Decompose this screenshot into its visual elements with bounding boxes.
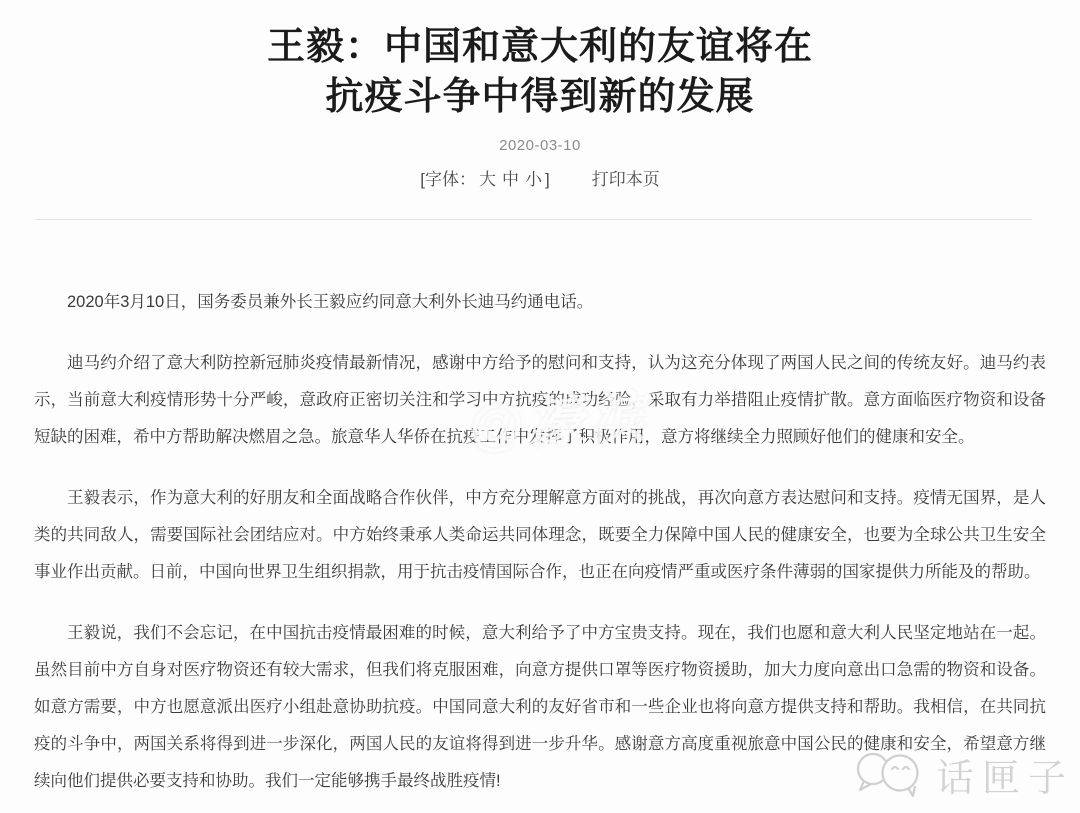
print-page-button[interactable]: 打印本页	[591, 170, 660, 189]
font-size-control	[420, 170, 549, 189]
title-line-2: 抗疫斗争中得到新的发展	[325, 76, 755, 118]
title-line-1: 王毅：中国和意大利的友谊将在	[266, 26, 813, 68]
article-body	[0, 220, 1080, 800]
haobin-watermark: @濠滨	[466, 385, 652, 458]
publish-date: 2020-03-10	[499, 137, 581, 154]
paragraph-4: 王毅说，我们不会忘记，在中国抗击疫情最困难的时候，意大利给予了中方宝贵支持。现在，我们也愿和意大利人民坚定地站在一起。虽然目前中方自身对医疗物资还有较大需求，但我们将克服困难，向意方提供口罩等医疗物资援助，加大力度向意出口急需的物资和设备。如意方需要，中方也愿意派出医疗小组赴意协助抗疫。中国同意大利的友好省市和一些企业也将向意方提供支持和帮助。我相信，在共同抗疫的斗争中，两国关系将得到进一步深化，两国人民的友谊将得到进一步升华。感谢意方高度重视旅意中国公民的健康和安全，希望意方继续向他们提供必要支持和协助。我们一定能够携手最终战胜疫情!	[34, 624, 1046, 790]
paragraph-1: 2020年3月10日，国务委员兼外长王毅应约同意大利外长迪马约通电话。	[67, 293, 594, 311]
font-size-large-button[interactable]: 大	[479, 170, 496, 189]
font-label-prefix: [字体：	[420, 170, 476, 189]
article-toolbar	[0, 165, 1080, 190]
page-title	[0, 22, 1080, 122]
huaxiazi-logo-text: 话匣子	[935, 757, 1074, 800]
font-size-small-button[interactable]: 小	[525, 170, 542, 189]
paragraph-3: 王毅表示，作为意大利的好朋友和全面战略合作伙伴，中方充分理解意方面对的挑战，再次向意方表达慰问和支持。疫情无国界，是人类的共同敌人，需要国际社会团结应对。中方始终秉承人类命运共同体理念，既要全力保障中国人民的健康安全，也要为全球公共卫生安全事业作出贡献。日前，中国向世界卫生组织捐款，用于抗击疫情国际合作，也正在向疫情严重或医疗条件薄弱的国家提供力所能及的帮助。	[34, 489, 1046, 581]
paragraph-2: 迪马约介绍了意大利防控新冠肺炎疫情最新情况，感谢中方给予的慰问和支持，认为这充分体现了两国人民之间的传统友好。迪马约表示，当前意大利疫情形势十分严峻，意政府正密切关注和学习中方抗疫的成功经验，采取有力举措阻止疫情扩散。意方面临医疗物资和设备短缺的困难，希中方帮助解决燃眉之急。旅意华人华侨在抗疫工作中发挥了积极作用，意方将继续全力照顾好他们的健康和安全。	[34, 354, 1046, 446]
font-label-suffix: ]	[545, 170, 550, 189]
article-header	[0, 0, 1080, 190]
font-size-medium-button[interactable]: 中	[502, 170, 519, 189]
